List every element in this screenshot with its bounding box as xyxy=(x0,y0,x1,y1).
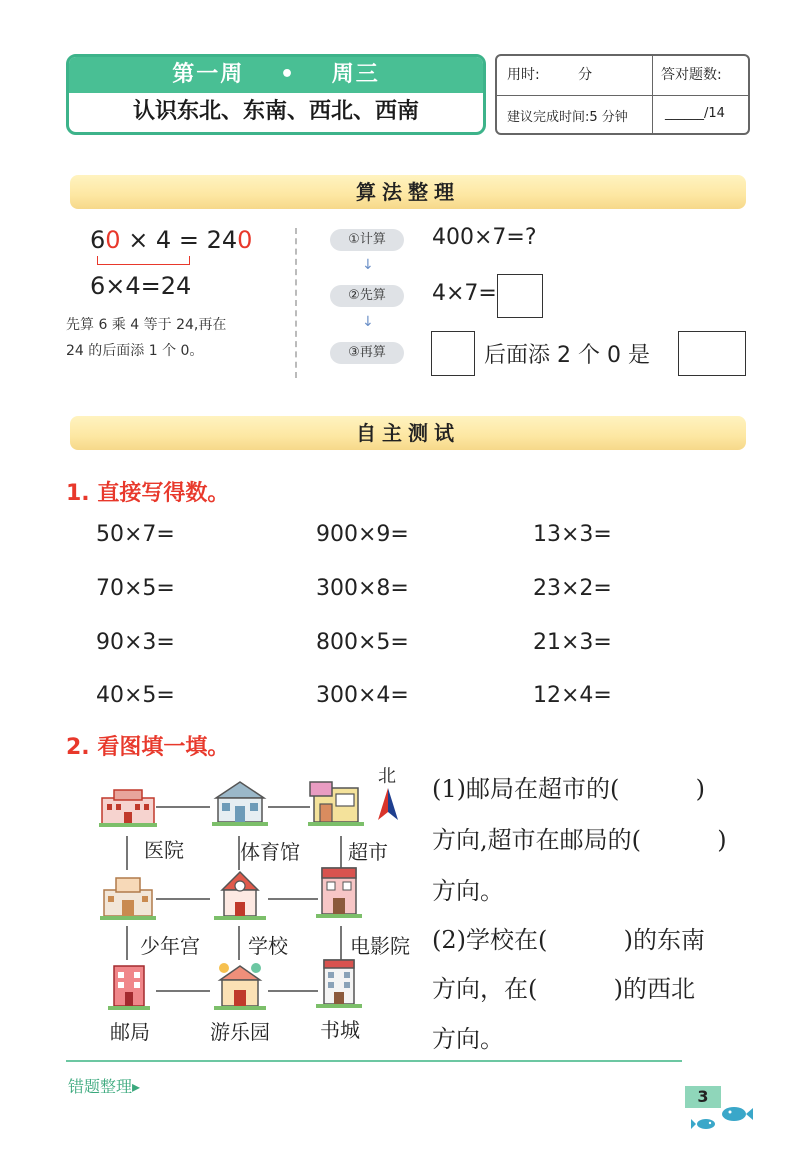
step-2-pill: ②先算 xyxy=(330,285,404,307)
place-supermarket: 超市 xyxy=(348,840,388,864)
q2-line-6: 方向。 xyxy=(432,1025,504,1053)
q2-line-2[interactable]: 方向,超市在邮局的( ) xyxy=(432,826,727,854)
footer-divider xyxy=(66,1060,682,1062)
eq-digit-6: 6 xyxy=(90,226,106,254)
step-3-content: 后面添 2 个 0 是 xyxy=(484,343,650,368)
answer-box-step3b[interactable] xyxy=(678,331,746,376)
q2-line-4[interactable]: (2)学校在( )的东南 xyxy=(432,926,706,954)
answer-box-step2[interactable] xyxy=(497,274,543,318)
calc-item[interactable]: 50×7= xyxy=(96,522,175,547)
time-unit: 分 xyxy=(578,67,593,83)
calc-item[interactable]: 12×4= xyxy=(533,683,612,708)
method-note-line2: 24 的后面添 1 个 0。 xyxy=(66,343,204,359)
score-blank[interactable]: ______/14 xyxy=(665,106,725,121)
calc-item[interactable]: 70×5= xyxy=(96,576,175,601)
direction-map xyxy=(92,760,422,1050)
place-cinema: 电影院 xyxy=(350,934,410,958)
hospital-icon xyxy=(98,788,158,828)
step-3-pill: ③再算 xyxy=(330,342,404,364)
sub-equation: 6×4=24 xyxy=(90,272,192,300)
progress-info-box xyxy=(495,54,750,135)
day-label: 周三 xyxy=(331,62,380,87)
separator-dot: • xyxy=(279,62,297,87)
map-road xyxy=(268,898,318,900)
map-road xyxy=(156,806,210,808)
lesson-topic: 认识东北、东南、西北、西南 xyxy=(132,99,419,124)
map-road xyxy=(126,836,128,870)
week-label: 第一周 xyxy=(172,62,245,87)
section-test-bar: 自主测试 xyxy=(70,416,746,450)
place-gym: 体育馆 xyxy=(240,840,300,864)
place-hospital: 医院 xyxy=(144,838,184,862)
suggested-time: 建议完成时间:5 分钟 xyxy=(507,110,628,125)
calc-item[interactable]: 300×8= xyxy=(316,576,409,601)
page-number: 3 xyxy=(685,1086,721,1108)
place-bookstore: 书城 xyxy=(320,1018,360,1042)
q2-line-1[interactable]: (1)邮局在超市的( ) xyxy=(432,775,706,803)
arrow-down-icon: ↓ xyxy=(362,314,374,330)
supermarket-icon xyxy=(306,776,366,828)
question-1-title: 1. 直接写得数。 xyxy=(66,481,230,506)
calc-item[interactable]: 300×4= xyxy=(316,683,409,708)
place-post-office: 邮局 xyxy=(110,1020,150,1044)
school-icon xyxy=(210,868,270,922)
map-road xyxy=(238,926,240,960)
place-school: 学校 xyxy=(248,934,288,958)
info-divider-h xyxy=(497,95,748,96)
q2-line-3: 方向。 xyxy=(432,877,504,905)
error-review-label[interactable]: 错题整理▸ xyxy=(68,1077,141,1096)
eq-zero-red: 0 xyxy=(105,226,121,254)
dashed-divider xyxy=(295,228,297,378)
calc-item[interactable]: 900×9= xyxy=(316,522,409,547)
bookstore-icon xyxy=(314,956,364,1012)
arrow-down-icon: ↓ xyxy=(362,257,374,273)
gym-icon xyxy=(210,778,270,828)
section-method-bar: 算法整理 xyxy=(70,175,746,209)
compass-arrow-icon xyxy=(376,786,400,822)
time-label: 用时: xyxy=(507,67,540,83)
calc-item[interactable]: 21×3= xyxy=(533,630,612,655)
question-2-title: 2. 看图填一填。 xyxy=(66,735,230,760)
map-road xyxy=(340,926,342,960)
calc-item[interactable]: 13×3= xyxy=(533,522,612,547)
amusement-park-icon xyxy=(210,960,270,1012)
step-1-content: 400×7=? xyxy=(432,225,537,250)
map-road xyxy=(126,926,128,960)
youth-palace-icon xyxy=(98,872,158,922)
calc-item[interactable]: 800×5= xyxy=(316,630,409,655)
fish-icon xyxy=(690,1100,754,1134)
north-label: 北 xyxy=(378,766,396,787)
q2-line-5[interactable]: 方向，在( )的西北 xyxy=(432,975,696,1003)
digit-bracket xyxy=(97,256,190,265)
step-1-pill: ①计算 xyxy=(330,229,404,251)
week-day-banner xyxy=(69,57,483,93)
map-road xyxy=(156,990,210,992)
calc-item[interactable]: 90×3= xyxy=(96,630,175,655)
correct-count-label: 答对题数: xyxy=(661,67,722,83)
map-road xyxy=(268,806,310,808)
map-road xyxy=(156,898,210,900)
eq-result-zero-red: 0 xyxy=(237,226,253,254)
calc-item[interactable]: 40×5= xyxy=(96,683,175,708)
place-amusement-park: 游乐园 xyxy=(210,1020,270,1044)
place-youth-palace: 少年宫 xyxy=(140,934,200,958)
answer-box-step3a[interactable] xyxy=(431,331,475,376)
map-road xyxy=(268,990,318,992)
cinema-icon xyxy=(314,864,364,922)
method-note-line1: 先算 6 乘 4 等于 24,再在 xyxy=(66,317,227,333)
post-office-icon xyxy=(106,960,152,1012)
lesson-title-box xyxy=(66,54,486,135)
step-2-content: 4×7= xyxy=(432,281,497,306)
calc-item[interactable]: 23×2= xyxy=(533,576,612,601)
example-equation xyxy=(90,226,252,254)
eq-middle: × 4 = 24 xyxy=(120,226,238,254)
